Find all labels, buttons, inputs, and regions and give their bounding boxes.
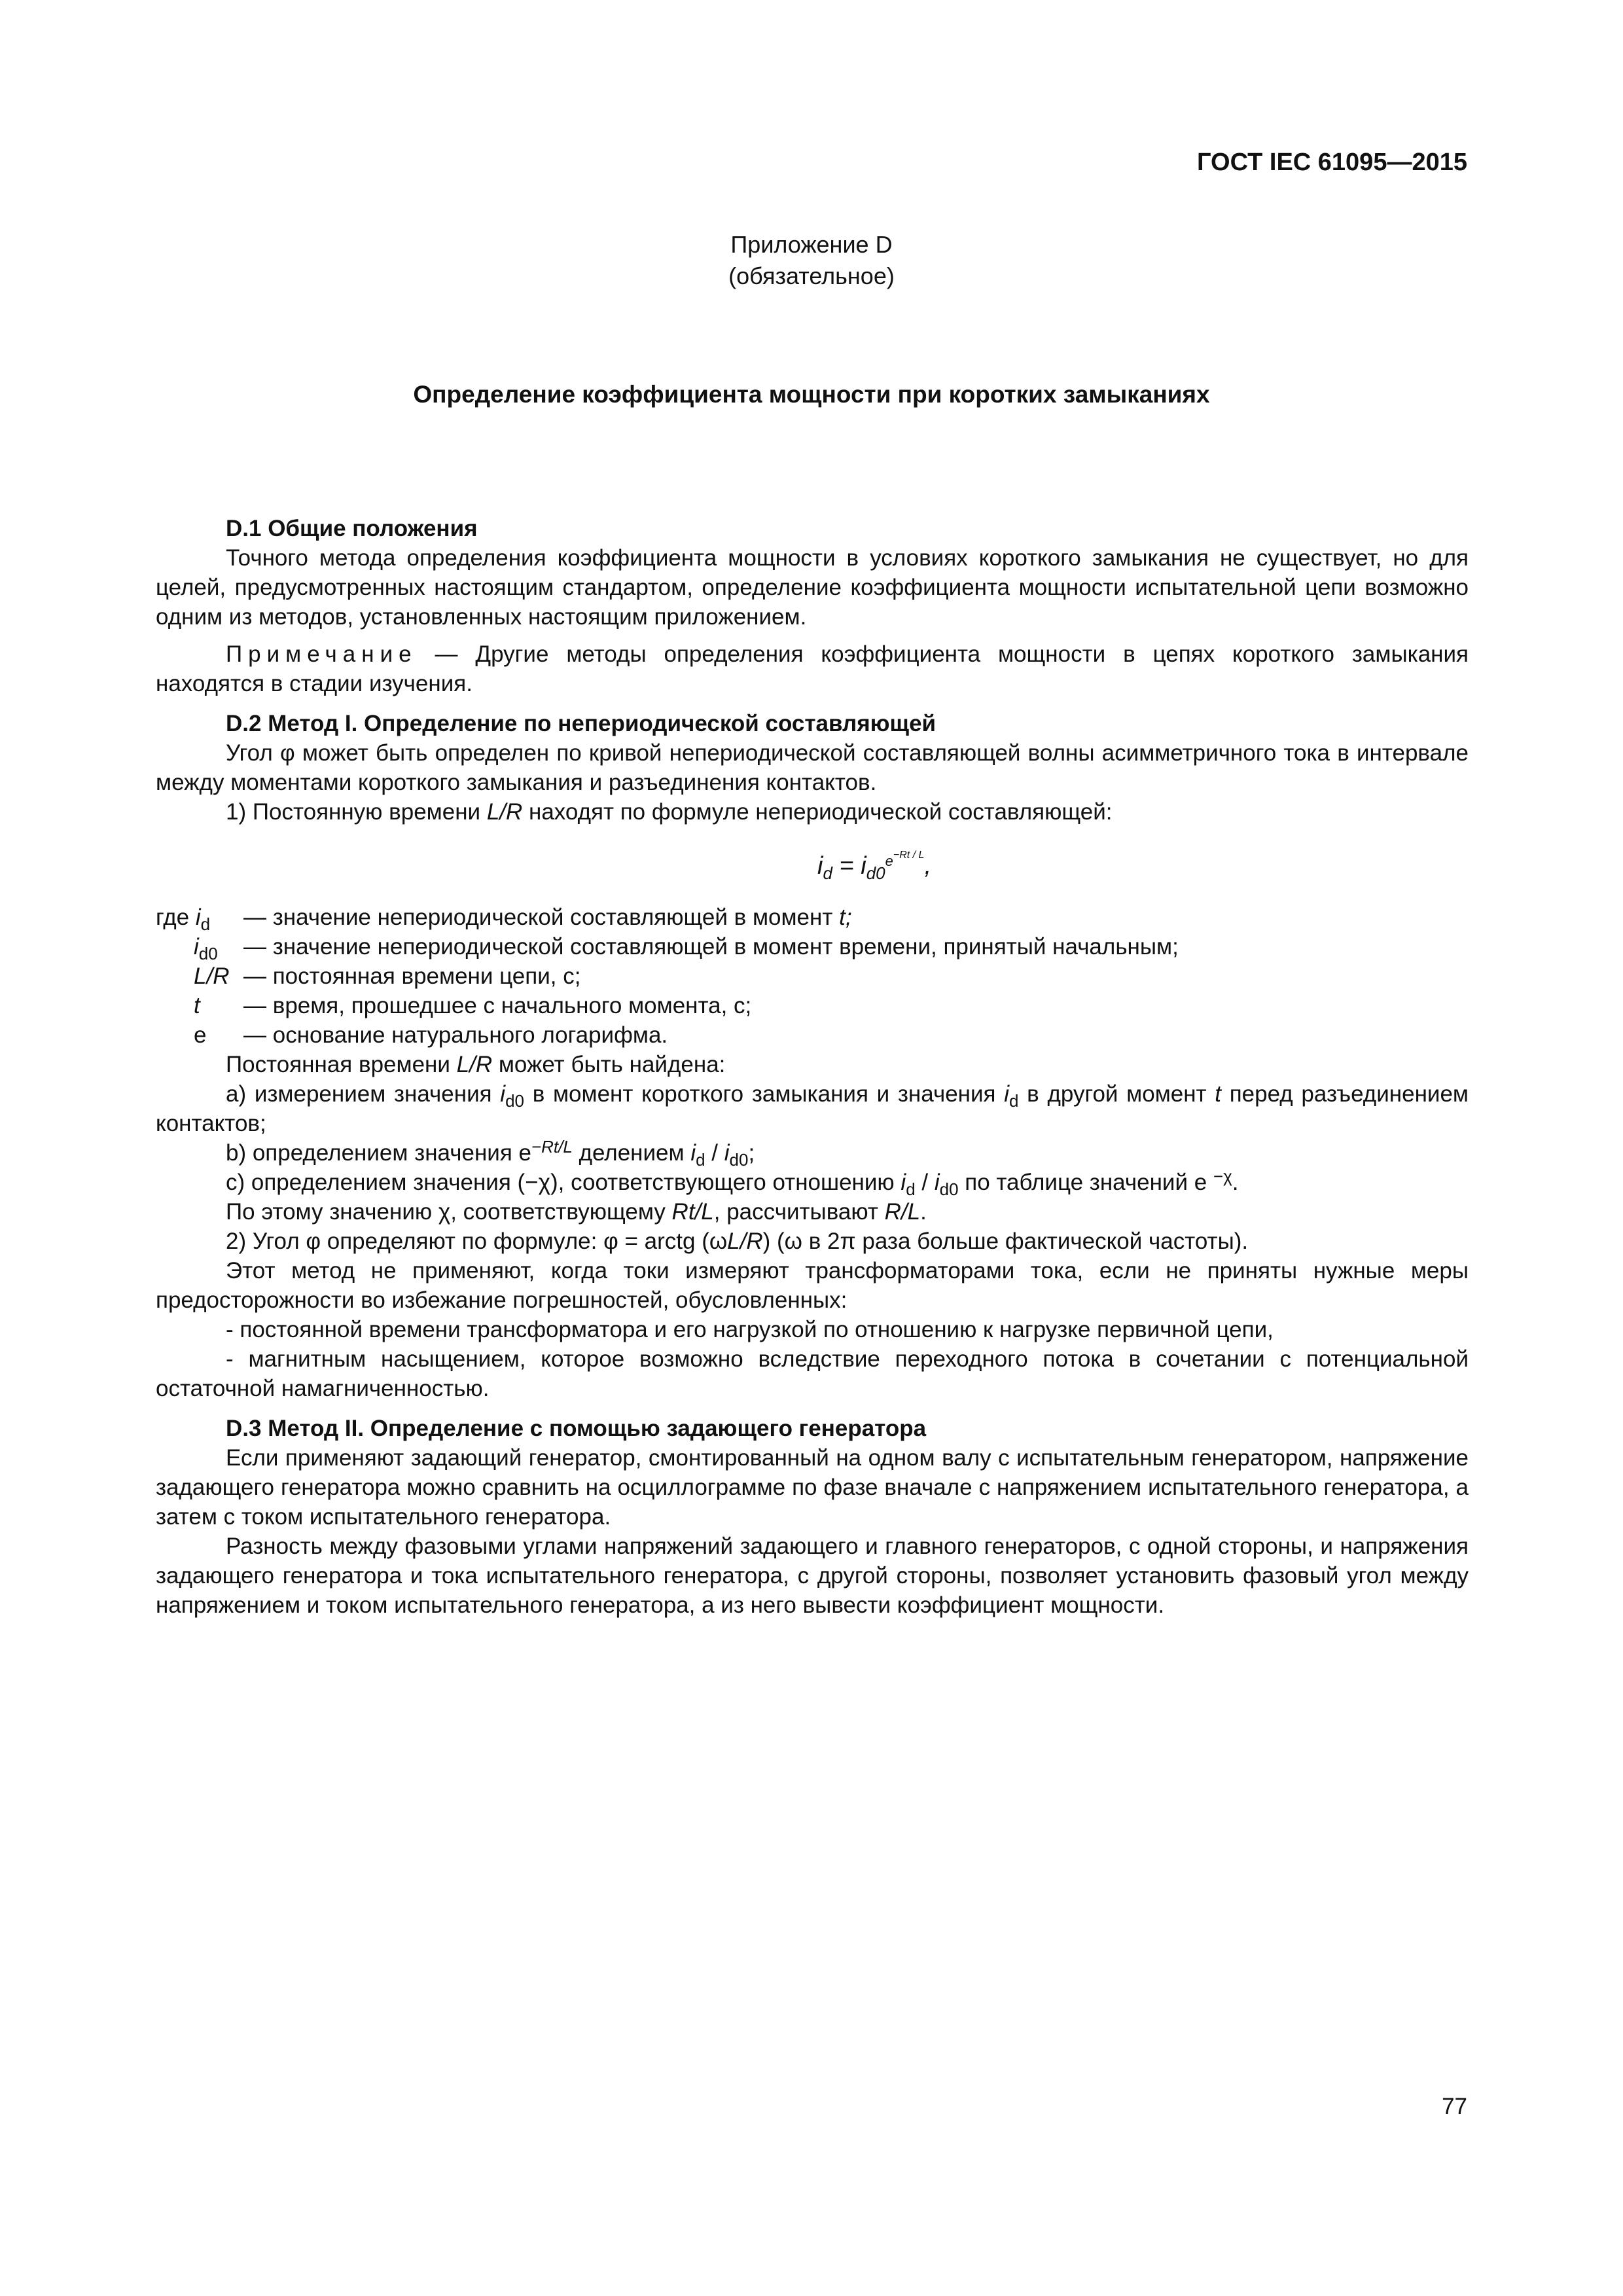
text-run: в другой момент bbox=[1018, 1081, 1215, 1107]
definition-symbol bbox=[156, 1020, 243, 1050]
symbol: i bbox=[1004, 1081, 1009, 1107]
symbol: L/R bbox=[194, 963, 230, 989]
text-run: по таблице значений e bbox=[958, 1170, 1213, 1195]
paragraph: Угол φ может быть определен по кривой непериодической составляющей волны асимметричного тока в интервале между моментами короткого замыкания и разъединения контактов. bbox=[156, 740, 1469, 795]
symbol: Rt/L bbox=[671, 1199, 714, 1225]
annex-heading bbox=[0, 229, 1623, 292]
symbol-sub: d0 bbox=[505, 1091, 524, 1111]
paragraph bbox=[156, 1050, 1469, 1079]
note bbox=[156, 639, 1469, 698]
paragraph: Точного метода определения коэффициента мощности в условиях короткого замыкания не существует, но для целей, предусмотренных настоящим стандартом, определение коэффициента мощности испытательной цепи возможно одним из методов, установленных настоящим приложением. bbox=[156, 545, 1469, 630]
list-item-c bbox=[156, 1168, 1469, 1197]
symbol: L/R bbox=[456, 1052, 493, 1077]
standard-id: ГОСТ IEC 61095—2015 bbox=[1197, 149, 1467, 176]
symbol: t bbox=[194, 993, 200, 1018]
text-run: — значение непериодической составляющей в момент bbox=[243, 905, 840, 930]
symbol: i bbox=[934, 1170, 940, 1195]
symbol: i bbox=[690, 1140, 696, 1166]
formula-eq: = bbox=[832, 852, 861, 880]
text-run: ; bbox=[748, 1140, 755, 1166]
text-run: / bbox=[915, 1170, 935, 1195]
definition-row bbox=[156, 1020, 1469, 1050]
formula-rhs-sub: d0 bbox=[866, 863, 885, 883]
symbol-sub: d bbox=[1008, 1091, 1019, 1111]
definition-symbol bbox=[156, 903, 243, 932]
section-heading-d3: D.3 Метод II. Определение с помощью задающего генератора bbox=[226, 1416, 927, 1441]
definition-text: — значение непериодической составляющей в момент времени, принятый начальным; bbox=[243, 934, 1179, 960]
symbol-sub: d0 bbox=[939, 1179, 959, 1199]
symbol: i bbox=[500, 1081, 506, 1107]
symbol: L/R bbox=[486, 799, 523, 825]
paragraph: Этот метод не применяют, когда токи измеряют трансформаторами тока, если не приняты нужные меры предосторожности во избежание погрешностей, обусловленных: bbox=[156, 1258, 1469, 1313]
definition-text bbox=[243, 903, 1469, 932]
formula-lhs-sub: d bbox=[823, 863, 832, 883]
formula-tail: , bbox=[924, 852, 931, 880]
text-run: , рассчитывают bbox=[713, 1199, 885, 1225]
paragraph: Если применяют задающий генератор, смонтированный на одном валу с испытательным генератором, напряжение задающего генератора можно сравнить на осциллограмме по фазе вначале с напряжением испытательного генератора, а затем с током испытательного генератора. bbox=[156, 1445, 1469, 1530]
symbol: i bbox=[724, 1140, 730, 1166]
symbol: −χ bbox=[1213, 1166, 1232, 1186]
definition-row bbox=[156, 903, 1469, 932]
document-title: Определение коэффициента мощности при коротких замыканиях bbox=[413, 381, 1210, 408]
note-text: — Другие методы определения коэффициента мощности в цепях короткого замыкания находятся в стадии изучения. bbox=[156, 641, 1469, 696]
note-label: Примечание bbox=[226, 641, 418, 667]
definition-row bbox=[156, 932, 1469, 961]
section-heading-d1: D.1 Общие положения bbox=[226, 516, 478, 541]
symbol: t; bbox=[839, 905, 852, 930]
definition-row bbox=[156, 991, 1469, 1020]
text-run: делением bbox=[572, 1140, 691, 1166]
definition-row bbox=[156, 961, 1469, 991]
text-run: где bbox=[156, 905, 196, 930]
annex-status: (обязательное) bbox=[728, 262, 895, 289]
definition-symbol bbox=[156, 961, 243, 991]
definitions-list bbox=[156, 903, 1469, 1050]
symbol-sub: d0 bbox=[198, 944, 218, 963]
text-run: перед разъединением контактов; bbox=[156, 1081, 1469, 1136]
formula-exp-power: −Rt / L bbox=[893, 850, 925, 861]
definition-symbol bbox=[156, 932, 243, 961]
symbol-sub: d0 bbox=[729, 1150, 749, 1170]
symbol: i bbox=[901, 1170, 906, 1195]
annex-title: Приложение D bbox=[730, 231, 893, 258]
text-run: находят по формуле непериодической составляющей: bbox=[522, 799, 1113, 825]
text-run: 2) Угол φ определяют по формуле: φ = arctg (ω bbox=[226, 1229, 728, 1254]
text-run: а) измерением значения bbox=[226, 1081, 501, 1107]
symbol: i bbox=[195, 905, 201, 930]
formula-rhs: i bbox=[861, 852, 866, 880]
text-run: может быть найдена: bbox=[492, 1052, 726, 1077]
formula bbox=[156, 845, 1469, 887]
text-run: Постоянная времени bbox=[226, 1052, 457, 1077]
symbol: −Rt/L bbox=[531, 1137, 573, 1157]
section-heading-d2: D.2 Метод I. Определение по непериодической составляющей bbox=[226, 711, 936, 736]
text-run: c) определением значения (−χ), соответствующего отношению bbox=[226, 1170, 901, 1195]
symbol: t bbox=[1215, 1081, 1222, 1107]
symbol-sub: d bbox=[200, 914, 211, 934]
symbol-sub: d bbox=[696, 1150, 705, 1170]
text-run: b) определением значения e bbox=[226, 1140, 531, 1166]
text-run: . bbox=[920, 1199, 927, 1225]
text-run: 1) Постоянную времени bbox=[226, 799, 487, 825]
document-body bbox=[156, 514, 1469, 1620]
formula-lhs: i bbox=[817, 852, 823, 880]
text-run: / bbox=[705, 1140, 724, 1166]
list-item-a bbox=[156, 1079, 1469, 1138]
symbol: e bbox=[194, 1022, 207, 1048]
text-run: ) (ω в 2π раза больше фактической частоты). bbox=[762, 1229, 1249, 1254]
symbol: R/L bbox=[884, 1199, 921, 1225]
definition-text: — время, прошедшее с начального момента, с; bbox=[243, 993, 752, 1018]
text-run: . bbox=[1232, 1170, 1239, 1195]
paragraph bbox=[156, 1197, 1469, 1227]
formula-exp-base: e bbox=[885, 853, 893, 869]
definition-text: — постоянная времени цепи, с; bbox=[243, 963, 581, 989]
text-run: По этому значению χ, соответствующему bbox=[226, 1199, 672, 1225]
definition-symbol bbox=[156, 991, 243, 1020]
list-item-b bbox=[156, 1138, 1469, 1168]
symbol: i bbox=[194, 934, 199, 960]
dash-list-item: - постоянной времени трансформатора и его нагрузкой по отношению к нагрузке первичной цепи, bbox=[226, 1317, 1274, 1342]
symbol-sub: d bbox=[906, 1179, 916, 1199]
formula-exponent bbox=[885, 850, 925, 869]
paragraph bbox=[156, 797, 1469, 827]
symbol: L/R bbox=[727, 1229, 763, 1254]
dash-list-item: - магнитным насыщением, которое возможно вследствие переходного потока в сочетании с потенциальной остаточной намагниченностью. bbox=[156, 1346, 1469, 1401]
definition-text: — основание натурального логарифма. bbox=[243, 1022, 668, 1048]
paragraph bbox=[156, 1227, 1469, 1256]
paragraph: Разность между фазовыми углами напряжений задающего и главного генераторов, с одной стороны, и напряжения задающего генератора и тока испытательного генератора, с другой стороны, позволяет установить фазовый угол между напряжением и током испытательного генератора, а из него вывести коэффициент мощности. bbox=[156, 1534, 1469, 1618]
text-run: в момент короткого замыкания и значения bbox=[524, 1081, 1005, 1107]
page-number: 77 bbox=[1442, 2094, 1467, 2119]
